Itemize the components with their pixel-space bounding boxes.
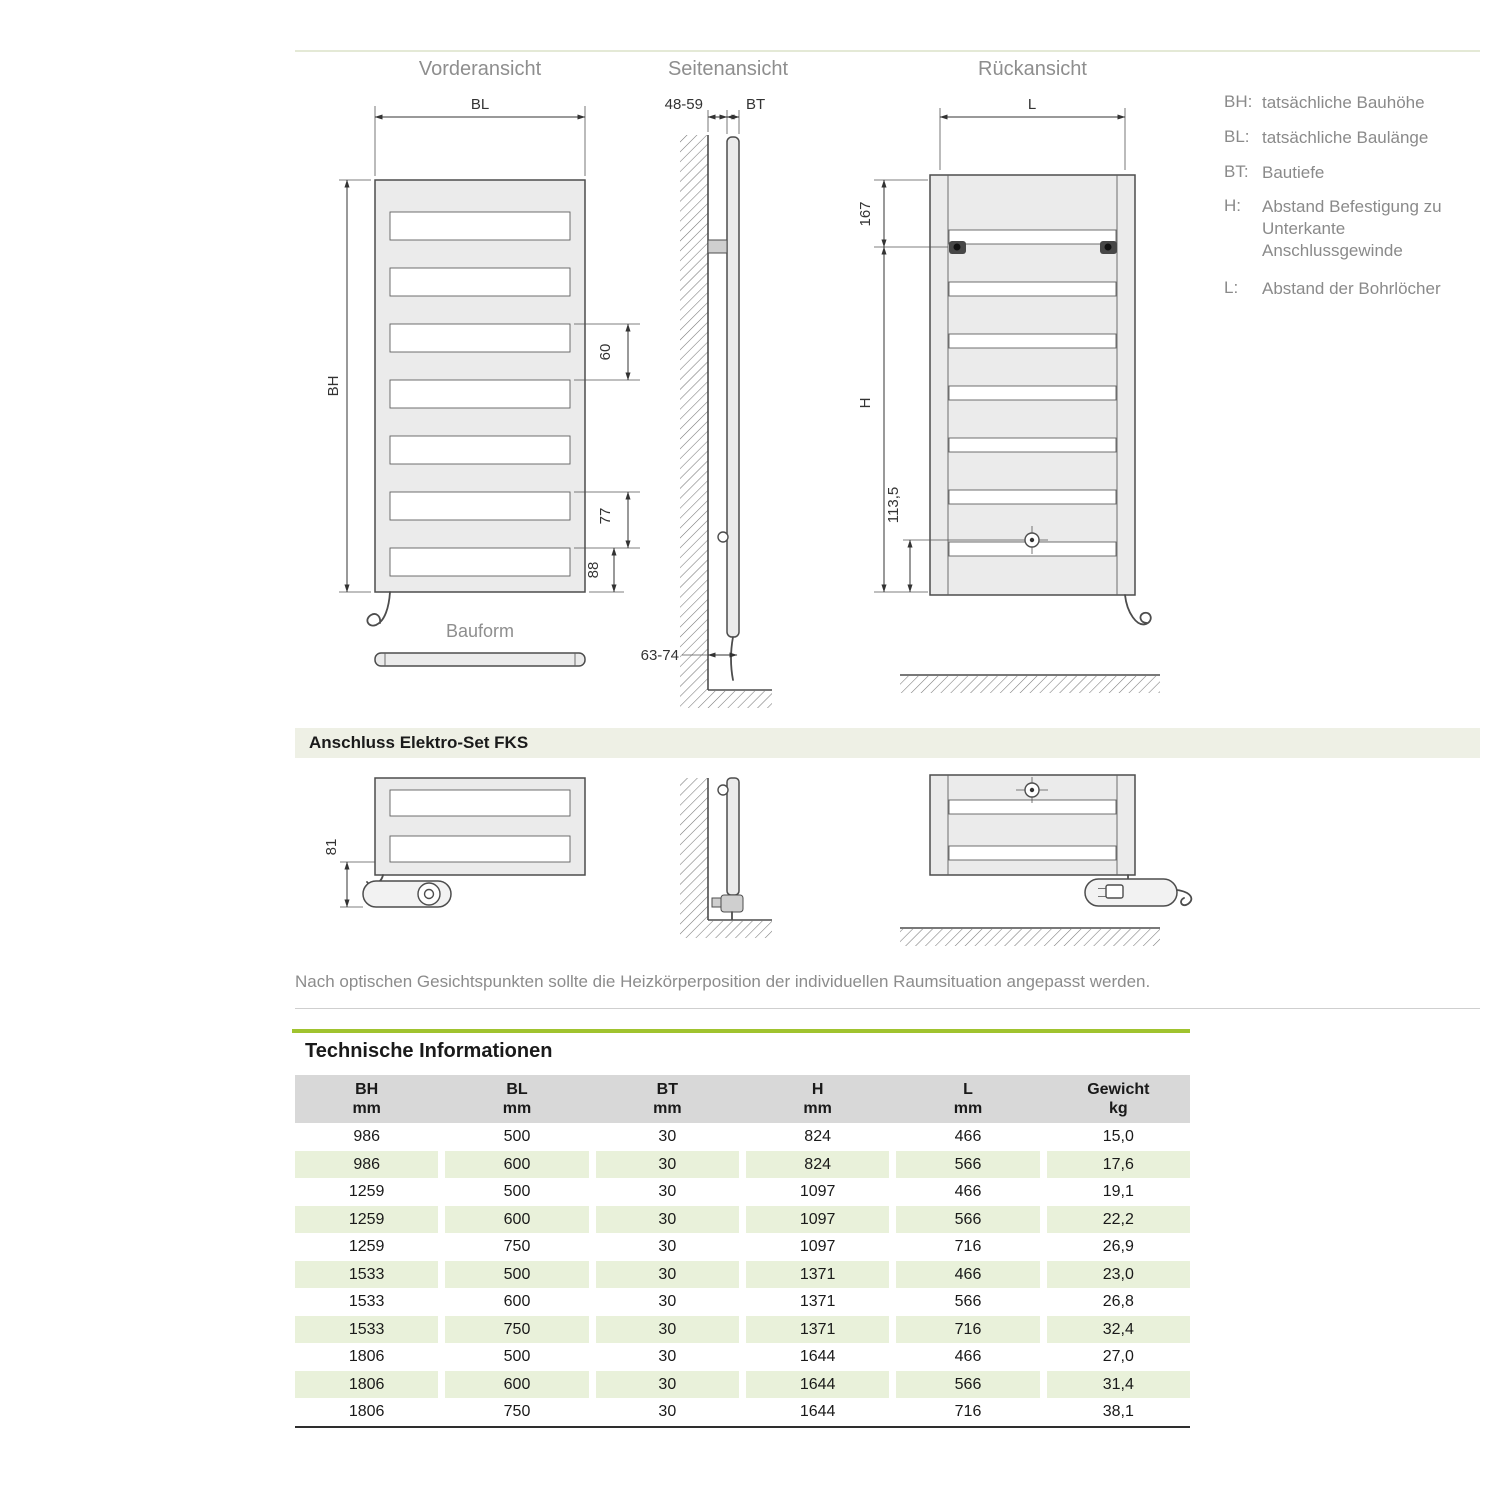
table-cell: 1371 <box>746 1261 889 1289</box>
floor-hatch-elektro-side <box>708 921 772 938</box>
technical-drawing-elektro <box>290 765 1200 965</box>
valve-elektro-side <box>718 785 728 795</box>
legend-item-bt <box>1224 162 1484 184</box>
table-cell: 30 <box>596 1261 739 1289</box>
table-cell: 1097 <box>799 1183 836 1200</box>
table-cell: 30 <box>658 1183 677 1200</box>
table-cell: 1259 <box>295 1206 438 1234</box>
table-cell: 1533 <box>295 1316 438 1344</box>
mounting-bracket-right <box>1100 241 1117 254</box>
dim-label-167: 167 <box>857 201 874 227</box>
table-cell: 15,0 <box>1102 1128 1134 1145</box>
table-cell: 716 <box>954 1238 982 1255</box>
table-cell: 1371 <box>799 1293 836 1310</box>
table-cell: 1371 <box>746 1316 889 1344</box>
table-cell: 30 <box>658 1348 677 1365</box>
table-header-cell: BH mm <box>352 1081 381 1117</box>
table-header-cell: H mm <box>803 1081 832 1117</box>
legend-key: H: <box>1224 196 1241 216</box>
table-header-cell: BT mm <box>653 1081 682 1117</box>
legend-text: Abstand Befestigung zu Unterkante Anschlussgewinde <box>1262 197 1442 260</box>
table-cell: 1806 <box>348 1403 385 1420</box>
table-cell: 30 <box>596 1206 739 1234</box>
elektro-rear-view <box>900 775 1191 946</box>
table-cell: 30 <box>596 1371 739 1399</box>
table-cell: 1097 <box>799 1238 836 1255</box>
floor-hatch-side <box>708 691 772 708</box>
table-row <box>295 1261 1190 1289</box>
table-row <box>295 1398 1190 1426</box>
dim-label-88: 88 <box>585 561 602 579</box>
fks-plug-rear <box>1106 885 1123 898</box>
table-cell: 566 <box>896 1206 1039 1234</box>
rear-view-radiator <box>903 175 1151 624</box>
table-cell: 566 <box>896 1151 1039 1179</box>
table-cell: 22,2 <box>1047 1206 1190 1234</box>
table-cell: 1533 <box>348 1293 385 1310</box>
dim-label-113-5: 113,5 <box>885 486 902 524</box>
front-view-radiator <box>367 180 585 626</box>
legend-item-l <box>1224 278 1484 300</box>
table-cell: 750 <box>445 1316 588 1344</box>
table-cell: 500 <box>503 1128 531 1145</box>
table-cell: 466 <box>896 1261 1039 1289</box>
wall-bracket-side <box>708 240 727 253</box>
radiator-side-profile <box>727 137 739 637</box>
table-cell: 600 <box>503 1293 531 1310</box>
fks-plug-side <box>712 898 721 907</box>
table-header-cell: L mm <box>953 1081 983 1117</box>
technical-drawing-main <box>290 85 1200 720</box>
elektro-side-view <box>680 778 772 938</box>
legend-text: Abstand der Bohrlöcher <box>1262 278 1441 298</box>
table-cell: 1533 <box>295 1261 438 1289</box>
table-row <box>295 1206 1190 1234</box>
table-cell: 600 <box>445 1206 588 1234</box>
table-cell: 986 <box>353 1128 381 1145</box>
legend-key: BT: <box>1224 161 1249 181</box>
accent-bar <box>292 1029 1190 1033</box>
wall-hatch <box>680 135 708 708</box>
table-cell: 466 <box>954 1183 982 1200</box>
legend-key: BH: <box>1224 92 1253 111</box>
bauform-shape <box>375 653 585 666</box>
table-cell: 824 <box>746 1151 889 1179</box>
table-cell: 1097 <box>746 1206 889 1234</box>
table-cell: 30 <box>658 1238 677 1255</box>
table-cell: 31,4 <box>1047 1371 1190 1399</box>
mounting-bracket-left <box>949 241 966 254</box>
table-cell: 1259 <box>348 1183 385 1200</box>
elektro-front-view <box>363 778 585 907</box>
dim-label-81: 81 <box>323 838 340 856</box>
table-row <box>295 1288 1190 1316</box>
table-cell: 30 <box>658 1403 677 1420</box>
table-cell: 30 <box>596 1151 739 1179</box>
table-cell: 1806 <box>295 1371 438 1399</box>
dim-label-63-74: 63-74 <box>640 647 679 664</box>
table-cell: 32,4 <box>1047 1316 1190 1344</box>
floor-hatch-rear <box>900 676 1160 693</box>
table-cell: 30 <box>658 1128 677 1145</box>
table-row <box>295 1343 1190 1371</box>
rear-floor <box>900 675 1160 693</box>
table-cell: 17,6 <box>1047 1151 1190 1179</box>
elektro-section-title: Anschluss Elektro-Set FKS <box>309 733 529 752</box>
table-cell: 500 <box>445 1261 588 1289</box>
legend-item-bl <box>1224 127 1484 149</box>
wall-hatch-elektro <box>680 778 708 938</box>
table-cell: 23,0 <box>1047 1261 1190 1289</box>
front-view-label: Vorderansicht <box>418 58 542 80</box>
top-rule <box>295 50 1480 52</box>
dim-label-l: L <box>1027 96 1037 113</box>
legend-text: tatsächliche Bauhöhe <box>1262 93 1425 112</box>
table-cell: 27,0 <box>1102 1348 1134 1365</box>
fks-element-rear <box>1085 879 1177 906</box>
table-cell: 566 <box>896 1371 1039 1399</box>
table-cell: 1644 <box>746 1371 889 1399</box>
table-cell: 30 <box>658 1293 677 1310</box>
table-body <box>295 1123 1190 1426</box>
technical-table <box>295 1075 1190 1428</box>
table-cell: 26,9 <box>1102 1238 1134 1255</box>
dim-label-77: 77 <box>597 507 614 525</box>
table-cell: 500 <box>503 1348 531 1365</box>
table-row <box>295 1316 1190 1344</box>
dim-label-bt: BT <box>746 96 766 113</box>
legend-item-h <box>1224 196 1484 261</box>
valve-side <box>718 532 728 542</box>
table-cell: 19,1 <box>1102 1183 1134 1200</box>
dim-label-bh: BH <box>325 375 342 397</box>
legend-text: Bautiefe <box>1262 162 1325 182</box>
table-cell: 30 <box>596 1316 739 1344</box>
legend-text: tatsächliche Baulänge <box>1262 127 1429 147</box>
bauform-label: Bauform <box>445 621 515 641</box>
table-row <box>295 1233 1190 1261</box>
table-cell: 716 <box>954 1403 982 1420</box>
table-cell: 466 <box>954 1348 982 1365</box>
note-text: Nach optischen Gesichtspunkten sollte die Heizkörperposition der individuellen Raumsituation angepasst werden. <box>295 972 1151 991</box>
table-cell: 1644 <box>799 1403 836 1420</box>
table-row <box>295 1371 1190 1399</box>
table-cell: 1806 <box>348 1348 385 1365</box>
side-view <box>680 135 772 708</box>
table-cell: 600 <box>445 1371 588 1399</box>
table-cell: 466 <box>954 1128 982 1145</box>
dim-label-60: 60 <box>597 343 614 361</box>
rear-view-label: Rückansicht <box>978 58 1087 80</box>
power-cable-front <box>367 592 390 626</box>
table-row <box>295 1151 1190 1179</box>
table-cell: 750 <box>503 1238 531 1255</box>
table-cell: 986 <box>295 1151 438 1179</box>
legend-key: L: <box>1224 277 1239 297</box>
dim-label-h: H <box>857 397 874 409</box>
elektro-section-header <box>295 728 1480 758</box>
dim-label-48-59: 48-59 <box>664 96 703 113</box>
fks-element-side <box>721 895 743 912</box>
legend <box>1224 92 1484 312</box>
table-header-cell: BL mm <box>502 1081 532 1117</box>
table-cell: 1259 <box>348 1238 385 1255</box>
table-cell: 750 <box>503 1403 531 1420</box>
legend-item-bh <box>1224 92 1484 114</box>
table-cell: 824 <box>804 1128 831 1145</box>
table-row <box>295 1123 1190 1151</box>
dim-label-bl: BL <box>470 96 490 113</box>
table-row <box>295 1178 1190 1206</box>
side-view-label: Seitenansicht <box>667 58 789 80</box>
table-header-cell: Gewicht kg <box>1087 1081 1150 1117</box>
legend-key: BL: <box>1224 126 1250 146</box>
table-cell: 1644 <box>799 1348 836 1365</box>
table-cell: 26,8 <box>1102 1293 1134 1310</box>
table-cell: 600 <box>445 1151 588 1179</box>
divider <box>295 1008 1480 1009</box>
power-cable-side <box>731 637 733 680</box>
table-cell: 500 <box>503 1183 531 1200</box>
table-header-row <box>295 1075 1190 1123</box>
table-cell: 566 <box>954 1293 982 1310</box>
floor-hatch-elektro-rear <box>900 929 1160 946</box>
table-title: Technische Informationen <box>305 1040 553 1062</box>
power-cable-rear <box>1125 595 1151 624</box>
table-cell: 38,1 <box>1102 1403 1134 1420</box>
table-cell: 716 <box>896 1316 1039 1344</box>
